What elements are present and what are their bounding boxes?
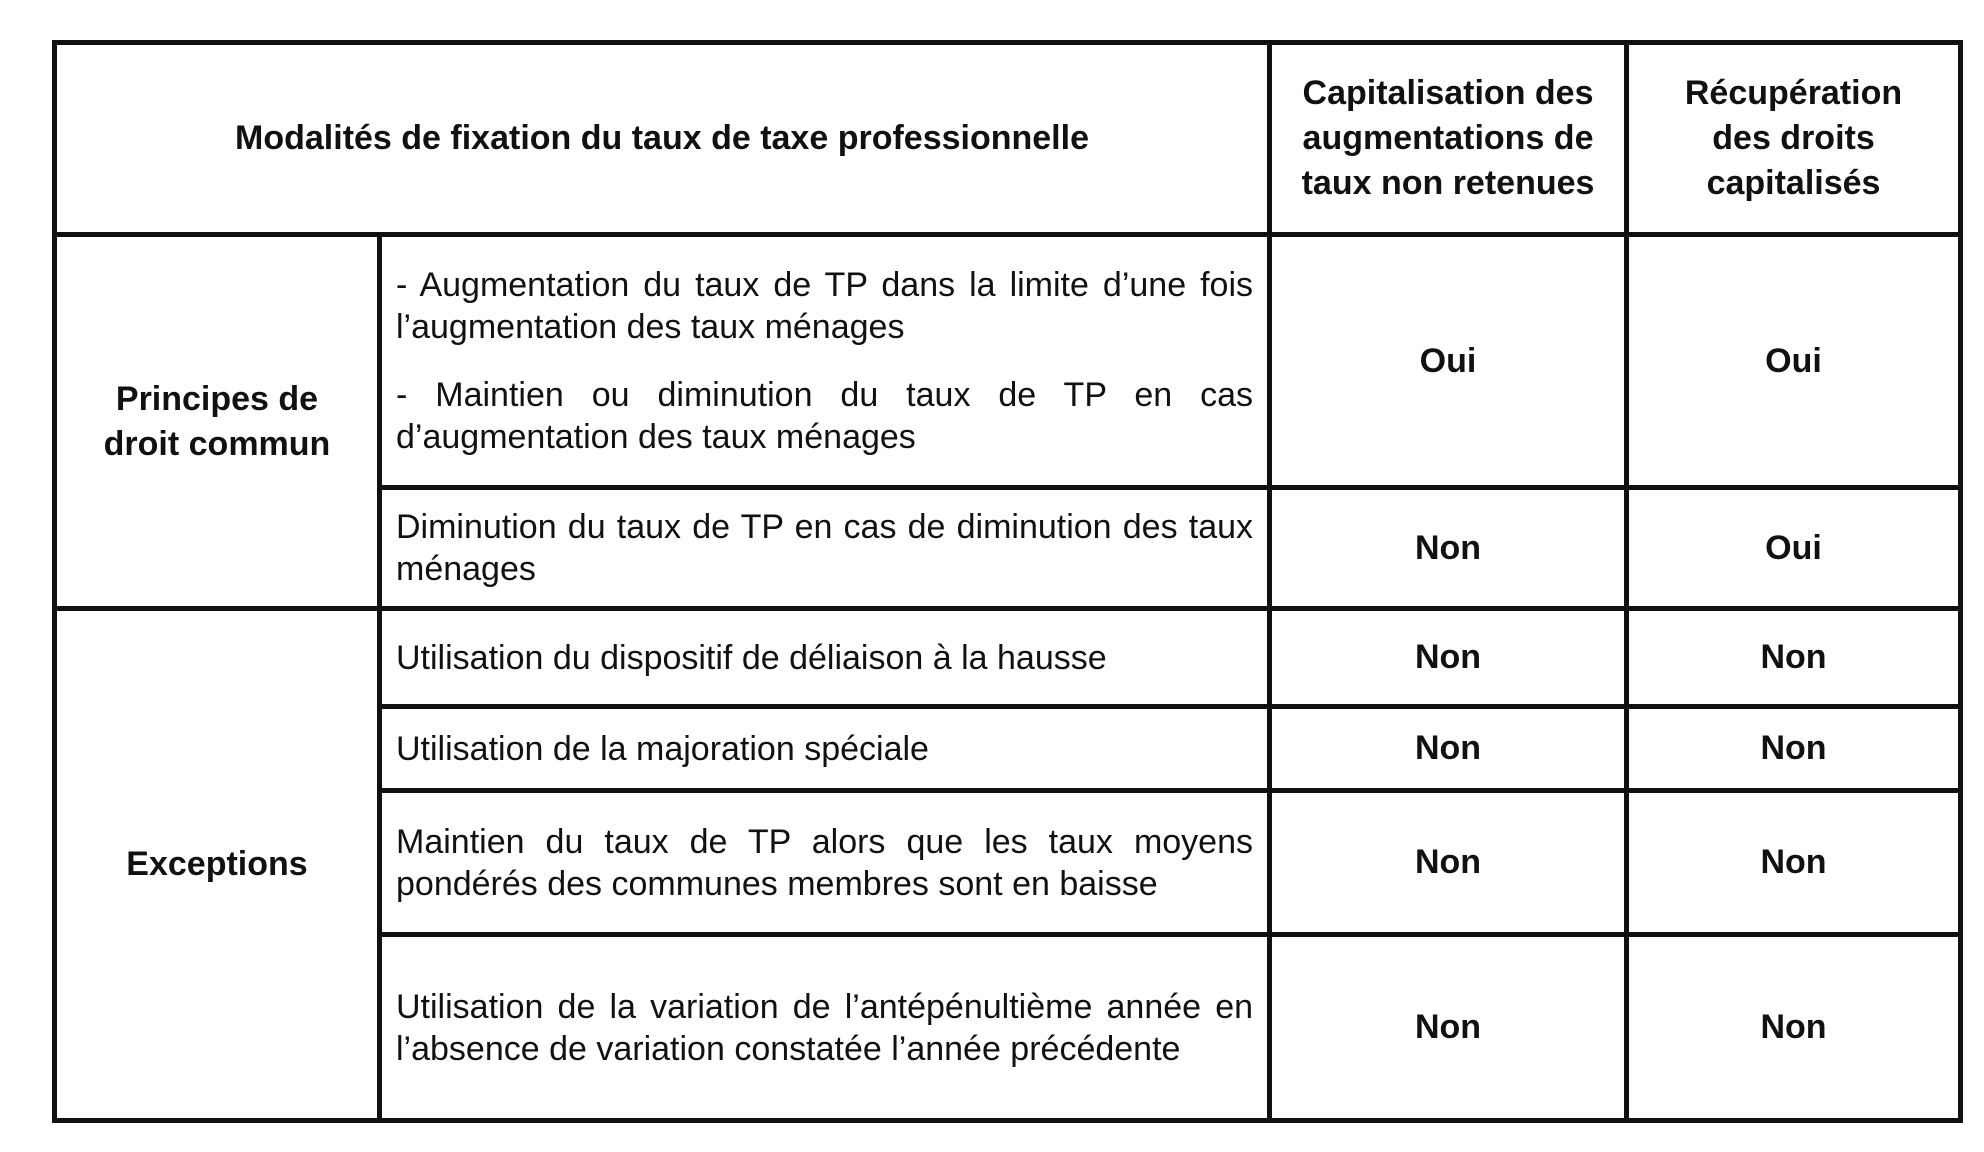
recuperation-value: Oui [1627,235,1961,488]
taxe-professionnelle-table [52,40,1963,1123]
row-paragraph: Maintien du taux de TP alors que les taux moyens pondérés des communes membres sont en baisse [396,822,1254,903]
header-capitalisation-line: Capitalisation des [1302,74,1594,112]
capitalisation-value: Oui [1270,235,1627,488]
capitalisation-value: Non [1270,609,1627,707]
table-row [55,235,1961,488]
row-description [380,609,1270,707]
header-capitalisation-line: augmentations de [1302,119,1594,157]
row-description [380,791,1270,935]
row-paragraph: Diminution du taux de TP en cas de diminution des taux ménages [396,508,1254,588]
header-recuperation [1627,43,1961,235]
row-description [380,235,1270,488]
header-capitalisation-line: taux non retenues [1301,164,1595,202]
capitalisation-value: Non [1270,707,1627,791]
header-recuperation-line: capitalisés [1706,164,1881,202]
row-description [380,935,1270,1121]
group-label-line: Exceptions [126,845,308,883]
header-modalites-text: Modalités de fixation du taux de taxe professionnelle [235,119,1089,157]
group-label-principes [55,235,380,609]
recuperation-value: Non [1627,935,1961,1121]
row-paragraph: Utilisation de la variation de l’antépénultième année en l’absence de variation constatée l’année précédente [396,987,1254,1068]
row-paragraph: Utilisation de la majoration spéciale [396,729,929,768]
row-paragraph: - Maintien ou diminution du taux de TP en cas d’augmentation des taux ménages [396,376,1254,456]
header-capitalisation [1270,43,1627,235]
row-paragraph: Utilisation du dispositif de déliaison à la hausse [396,638,1107,677]
group-label-line: droit commun [103,424,331,463]
group-label-exceptions [55,609,380,1121]
capitalisation-value: Non [1270,935,1627,1121]
recuperation-value: Oui [1627,488,1961,609]
header-recuperation-line: Récupération [1684,74,1903,112]
header-modalites [55,43,1270,235]
row-description [380,707,1270,791]
row-description [380,488,1270,609]
group-label-line: Principes de [115,379,319,418]
recuperation-value: Non [1627,791,1961,935]
recuperation-value: Non [1627,707,1961,791]
header-row [55,43,1961,235]
capitalisation-value: Non [1270,488,1627,609]
capitalisation-value: Non [1270,791,1627,935]
row-paragraph: - Augmentation du taux de TP dans la limite d’une fois l’augmentation des taux ménages [396,266,1254,346]
table-row [55,609,1961,707]
recuperation-value: Non [1627,609,1961,707]
header-recuperation-line: des droits [1712,119,1875,157]
